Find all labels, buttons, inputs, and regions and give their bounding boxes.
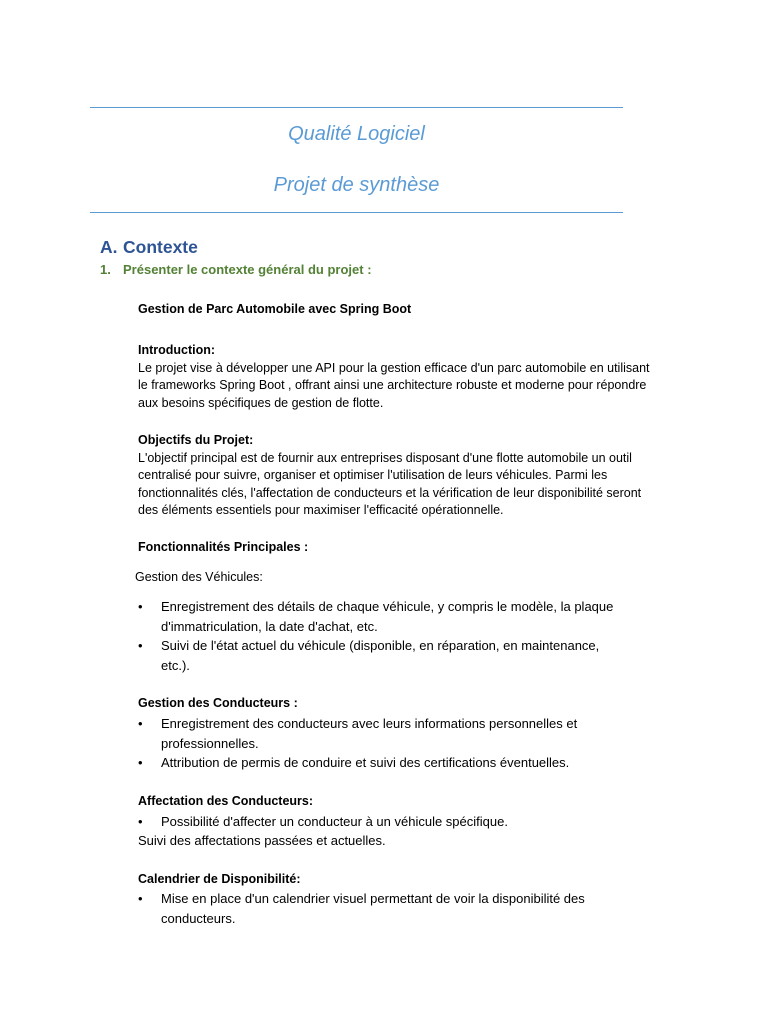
project-title: Gestion de Parc Automobile avec Spring Boot bbox=[138, 302, 412, 316]
list-item bbox=[138, 889, 658, 928]
bullet-icon: • bbox=[138, 638, 143, 653]
list-item-line: Suivi de l'état actuel du véhicule (disponible, en réparation, en maintenance, bbox=[161, 638, 600, 653]
objectifs-heading: Objectifs du Projet: bbox=[138, 433, 254, 447]
affectation-trailing-line: Suivi des affectations passées et actuelles. bbox=[138, 833, 386, 848]
list-item bbox=[138, 636, 658, 675]
list-item-line: Attribution de permis de conduire et suivi des certifications éventuelles. bbox=[161, 755, 570, 770]
title-bottom-rule bbox=[90, 212, 623, 213]
paragraph-line: Le projet vise à développer une API pour la gestion efficace d'un parc automobile en utilisant bbox=[138, 360, 650, 375]
bullet-icon: • bbox=[138, 814, 143, 829]
paragraph-line: L'objectif principal est de fournir aux entreprises disposant d'une flotte automobile un outil bbox=[138, 450, 632, 465]
subsection-label: Présenter le contexte général du projet : bbox=[123, 262, 372, 277]
list-item-line: conducteurs. bbox=[161, 910, 236, 926]
paragraph-line: fonctionnalités clés, l'affectation de conducteurs et la vérification de leur disponibilité seront bbox=[138, 485, 642, 500]
affectation-heading: Affectation des Conducteurs: bbox=[138, 794, 314, 808]
introduction-heading: Introduction: bbox=[138, 343, 216, 357]
list-item-line: Mise en place d'un calendrier visuel permettant de voir la disponibilité des bbox=[161, 891, 585, 906]
list-item-line: etc.). bbox=[161, 657, 190, 673]
introduction-block bbox=[138, 342, 683, 412]
paragraph-line: centralisé pour suivre, organiser et optimiser l'utilisation de leurs véhicules. Parmi les bbox=[138, 468, 608, 482]
list-item-line: Enregistrement des détails de chaque véhicule, y compris le modèle, la plaque bbox=[161, 599, 614, 614]
document-title: Qualité Logiciel bbox=[288, 123, 425, 145]
bullet-icon: • bbox=[138, 755, 143, 770]
paragraph-line: des éléments essentiels pour maximiser l'efficacité opérationnelle. bbox=[138, 503, 504, 517]
paragraph-line: le frameworks Spring Boot , offrant ainsi une architecture robuste et moderne pour répondre bbox=[138, 378, 647, 392]
bullet-icon: • bbox=[138, 716, 143, 731]
gestion-conducteurs-heading: Gestion des Conducteurs : bbox=[138, 696, 298, 710]
bullet-icon: • bbox=[138, 891, 143, 906]
fonctionnalites-heading: Fonctionnalités Principales : bbox=[138, 540, 309, 554]
gestion-vehicules-heading: Gestion des Véhicules: bbox=[135, 570, 263, 584]
list-item-line: Possibilité d'affecter un conducteur à un véhicule spécifique. bbox=[161, 814, 508, 829]
list-item bbox=[138, 597, 658, 636]
section-label: Contexte bbox=[123, 237, 198, 257]
paragraph-line: aux besoins spécifiques de gestion de flotte. bbox=[138, 395, 384, 410]
title-top-rule bbox=[90, 107, 623, 108]
list-item bbox=[138, 812, 658, 832]
list-item-line: professionnelles. bbox=[161, 735, 259, 751]
list-item-line: Enregistrement des conducteurs avec leurs informations personnelles et bbox=[161, 716, 578, 731]
calendrier-heading: Calendrier de Disponibilité: bbox=[138, 872, 301, 886]
subsection-heading bbox=[100, 261, 372, 279]
list-item bbox=[138, 714, 658, 753]
subsection-number: 1. bbox=[100, 262, 111, 277]
document-subtitle: Projet de synthèse bbox=[273, 174, 440, 196]
section-letter: A. bbox=[100, 237, 118, 257]
objectifs-block bbox=[138, 432, 683, 520]
list-item-line: d'immatriculation, la date d'achat, etc. bbox=[161, 618, 378, 634]
section-heading-contexte bbox=[100, 236, 198, 258]
bullet-icon: • bbox=[138, 599, 143, 614]
list-item bbox=[138, 753, 658, 773]
